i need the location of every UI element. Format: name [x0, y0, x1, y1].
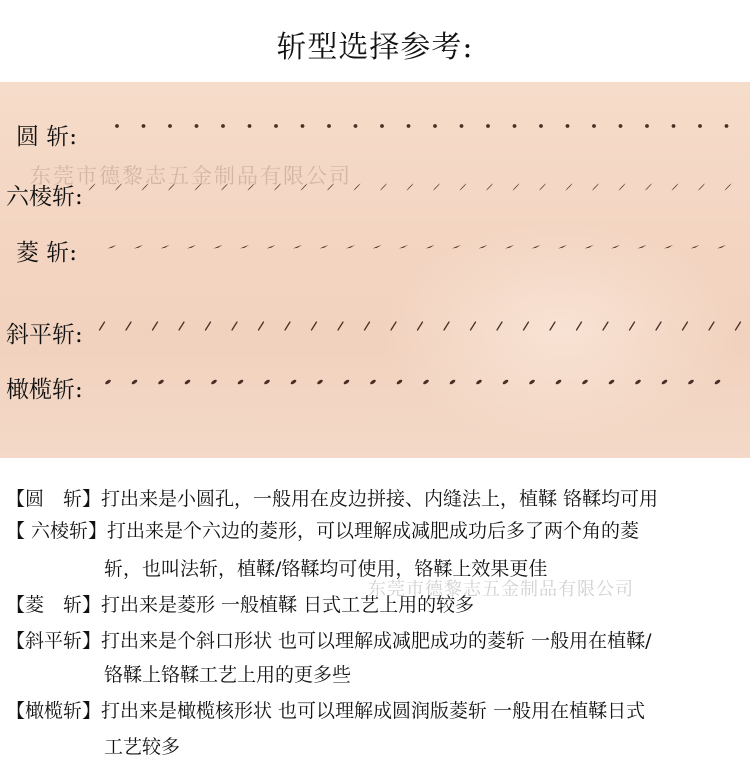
- stitch-hole-slant: [312, 322, 317, 330]
- stitch-hole-slant: [153, 322, 158, 330]
- stitch-hole-round: [433, 124, 437, 128]
- stitch-hole-hex: [115, 184, 122, 191]
- stitch-hole-olive: [104, 379, 111, 385]
- stitch-hole-slant: [656, 322, 661, 330]
- description-term: 【橄榄斩】: [6, 700, 102, 722]
- stitch-hole-olive: [396, 379, 403, 385]
- stitch-hole-hex: [513, 184, 520, 191]
- stitch-hole-slant: [603, 322, 608, 330]
- stitch-hole-slant: [179, 322, 184, 330]
- stitch-hole-olive: [475, 379, 482, 385]
- row-label-round: 圆 斩:: [16, 124, 78, 150]
- stitch-hole-slant: [736, 322, 741, 330]
- stitch-hole-hex: [248, 184, 255, 191]
- stitch-hole-diamond: [267, 245, 276, 249]
- stitch-hole-round: [698, 124, 702, 128]
- stitch-hole-diamond: [558, 245, 567, 249]
- description-item-round: [6, 484, 658, 511]
- stitch-hole-olive: [449, 379, 456, 385]
- stitch-hole-round: [248, 124, 252, 128]
- stitch-hole-slant: [418, 322, 423, 330]
- stitch-hole-slant: [444, 322, 449, 330]
- stitch-hole-round: [672, 124, 676, 128]
- stitch-hole-round: [195, 124, 199, 128]
- stitch-hole-hex: [566, 184, 573, 191]
- stitch-hole-round: [645, 124, 649, 128]
- stitch-hole-hex: [672, 184, 679, 191]
- description-text: 打出来是个六边的菱形，可以理解成减肥成功后多了两个角的菱: [107, 520, 640, 542]
- stitch-hole-olive: [555, 379, 562, 385]
- stitch-hole-diamond: [134, 245, 143, 249]
- description-item-diamond: [6, 590, 474, 617]
- stitch-hole-diamond: [214, 245, 223, 249]
- stitch-hole-round: [592, 124, 596, 128]
- stitch-hole-slant: [391, 322, 396, 330]
- stitch-hole-olive: [608, 379, 615, 385]
- stitch-hole-hex: [195, 184, 202, 191]
- stitch-hole-olive: [502, 379, 509, 385]
- description-item-olive: [6, 696, 645, 723]
- stitch-hole-hex: [460, 184, 467, 191]
- stitch-hole-diamond: [717, 245, 726, 249]
- stitch-hole-olive: [210, 379, 217, 385]
- stitch-hole-slant: [259, 322, 264, 330]
- stitch-hole-slant: [471, 322, 476, 330]
- stitch-hole-olive: [714, 379, 721, 385]
- stitch-hole-diamond: [532, 245, 541, 249]
- stitch-hole-olive: [581, 379, 588, 385]
- stitch-hole-round: [301, 124, 305, 128]
- stitch-hole-olive: [184, 379, 191, 385]
- stitch-hole-olive: [263, 379, 270, 385]
- description-term: 【 六棱斩】: [6, 520, 108, 542]
- stitch-hole-olive: [528, 379, 535, 385]
- stitch-hole-diamond: [399, 245, 408, 249]
- stitch-hole-round: [566, 124, 570, 128]
- stitch-hole-slant: [577, 322, 582, 330]
- stitch-hole-hex: [221, 184, 228, 191]
- stitch-hole-diamond: [452, 245, 461, 249]
- stitch-hole-olive: [422, 379, 429, 385]
- stitch-hole-hex: [619, 184, 626, 191]
- stitch-hole-hex: [89, 184, 96, 191]
- description-text: 打出来是小圆孔，一般用在皮边拼接、内缝法上，植鞣 铬鞣均可用: [101, 488, 659, 510]
- stitch-hole-slant: [709, 322, 714, 330]
- stitch-hole-round: [354, 124, 358, 128]
- stitch-hole-hex: [645, 184, 652, 191]
- stitch-hole-olive: [369, 379, 376, 385]
- description-text: 打出来是橄榄核形状 也可以理解成圆润版菱斩 一般用在植鞣日式: [101, 700, 646, 722]
- stitch-hole-round: [619, 124, 623, 128]
- stitch-hole-slant: [126, 322, 131, 330]
- row-label-hex: 六棱斩:: [6, 184, 83, 210]
- leather-sample-image: [0, 82, 750, 458]
- stitch-hole-diamond: [373, 245, 382, 249]
- stitch-hole-slant: [338, 322, 343, 330]
- stitch-hole-slant: [206, 322, 211, 330]
- stitch-hole-hex: [592, 184, 599, 191]
- stitch-hole-hex: [380, 184, 387, 191]
- description-text-continued: 铬鞣上铬鞣工艺上用的更多些: [104, 664, 352, 686]
- stitch-hole-round: [513, 124, 517, 128]
- stitch-hole-diamond: [187, 245, 196, 249]
- description-text-continued: 斩，也叫法斩，植鞣/铬鞣均可使用，铬鞣上效果更佳: [104, 558, 548, 580]
- stitch-hole-diamond: [664, 245, 673, 249]
- description-term: 【菱 斩】: [6, 594, 102, 616]
- description-term: 【斜平斩】: [6, 630, 102, 652]
- stitch-hole-hex: [698, 184, 705, 191]
- stitch-hole-hex: [142, 184, 149, 191]
- description-item-slant: [6, 626, 652, 653]
- stitch-hole-slant: [285, 322, 290, 330]
- stitch-hole-olive: [661, 379, 668, 385]
- stitch-hole-round: [327, 124, 331, 128]
- stitch-hole-round: [539, 124, 543, 128]
- row-label-olive: 橄榄斩:: [6, 377, 83, 403]
- stitch-hole-olive: [343, 379, 350, 385]
- row-label-slant: 斜平斩:: [6, 322, 83, 348]
- stitch-hole-olive: [634, 379, 641, 385]
- stitch-hole-diamond: [638, 245, 647, 249]
- stitch-hole-round: [142, 124, 146, 128]
- stitch-hole-round: [274, 124, 278, 128]
- stitch-hole-olive: [237, 379, 244, 385]
- stitch-hole-diamond: [426, 245, 435, 249]
- stitch-hole-diamond: [346, 245, 355, 249]
- watermark: 东莞市德黎志五金制品有限公司: [30, 164, 352, 188]
- stitch-hole-slant: [497, 322, 502, 330]
- stitch-hole-round: [460, 124, 464, 128]
- description-item-hex: [6, 516, 639, 543]
- description-text: 打出来是菱形 一般植鞣 日式工艺上用的较多: [101, 594, 475, 616]
- stitch-hole-round: [168, 124, 172, 128]
- stitch-hole-hex: [407, 184, 414, 191]
- stitch-hole-round: [221, 124, 225, 128]
- stitch-hole-round: [380, 124, 384, 128]
- stitch-hole-hex: [301, 184, 308, 191]
- description-text-continued: 工艺较多: [104, 736, 181, 758]
- stitch-hole-hex: [168, 184, 175, 191]
- stitch-hole-round: [486, 124, 490, 128]
- stitch-hole-round: [725, 124, 729, 128]
- stitch-hole-slant: [683, 322, 688, 330]
- stitch-hole-hex: [539, 184, 546, 191]
- stitch-hole-diamond: [320, 245, 329, 249]
- watermark-text: 东莞市德黎志五金制品有限公司: [368, 579, 634, 600]
- stitch-hole-diamond: [240, 245, 249, 249]
- stitch-hole-olive: [131, 379, 138, 385]
- row-label-diamond: 菱 斩:: [16, 240, 78, 266]
- stitch-hole-round: [115, 124, 119, 128]
- stitch-hole-olive: [316, 379, 323, 385]
- page-title: 斩型选择参考:: [276, 30, 474, 65]
- stitch-hole-diamond: [161, 245, 170, 249]
- description-term: 【圆 斩】: [6, 488, 102, 510]
- stitch-hole-diamond: [611, 245, 620, 249]
- stitch-hole-round: [407, 124, 411, 128]
- stitch-hole-hex: [433, 184, 440, 191]
- stitch-hole-hex: [725, 184, 732, 191]
- stitch-hole-slant: [524, 322, 529, 330]
- stitch-hole-diamond: [691, 245, 700, 249]
- stitch-hole-hex: [486, 184, 493, 191]
- description-text: 打出来是个斜口形状 也可以理解成减肥成功的菱斩 一般用在植鞣/: [101, 630, 652, 652]
- stitch-hole-olive: [687, 379, 694, 385]
- stitch-hole-diamond: [293, 245, 302, 249]
- stitch-hole-olive: [157, 379, 164, 385]
- stitch-hole-hex: [327, 184, 334, 191]
- stitch-hole-hex: [274, 184, 281, 191]
- stitch-hole-olive: [290, 379, 297, 385]
- stitch-hole-slant: [630, 322, 635, 330]
- stitch-hole-diamond: [585, 245, 594, 249]
- stitch-hole-hex: [354, 184, 361, 191]
- stitch-hole-diamond: [505, 245, 514, 249]
- stitch-hole-slant: [232, 322, 237, 330]
- stitch-hole-slant: [365, 322, 370, 330]
- stitch-hole-diamond: [108, 245, 117, 249]
- stitch-hole-slant: [550, 322, 555, 330]
- stitch-hole-diamond: [479, 245, 488, 249]
- stitch-hole-slant: [100, 322, 105, 330]
- stitch-holes: [0, 82, 750, 458]
